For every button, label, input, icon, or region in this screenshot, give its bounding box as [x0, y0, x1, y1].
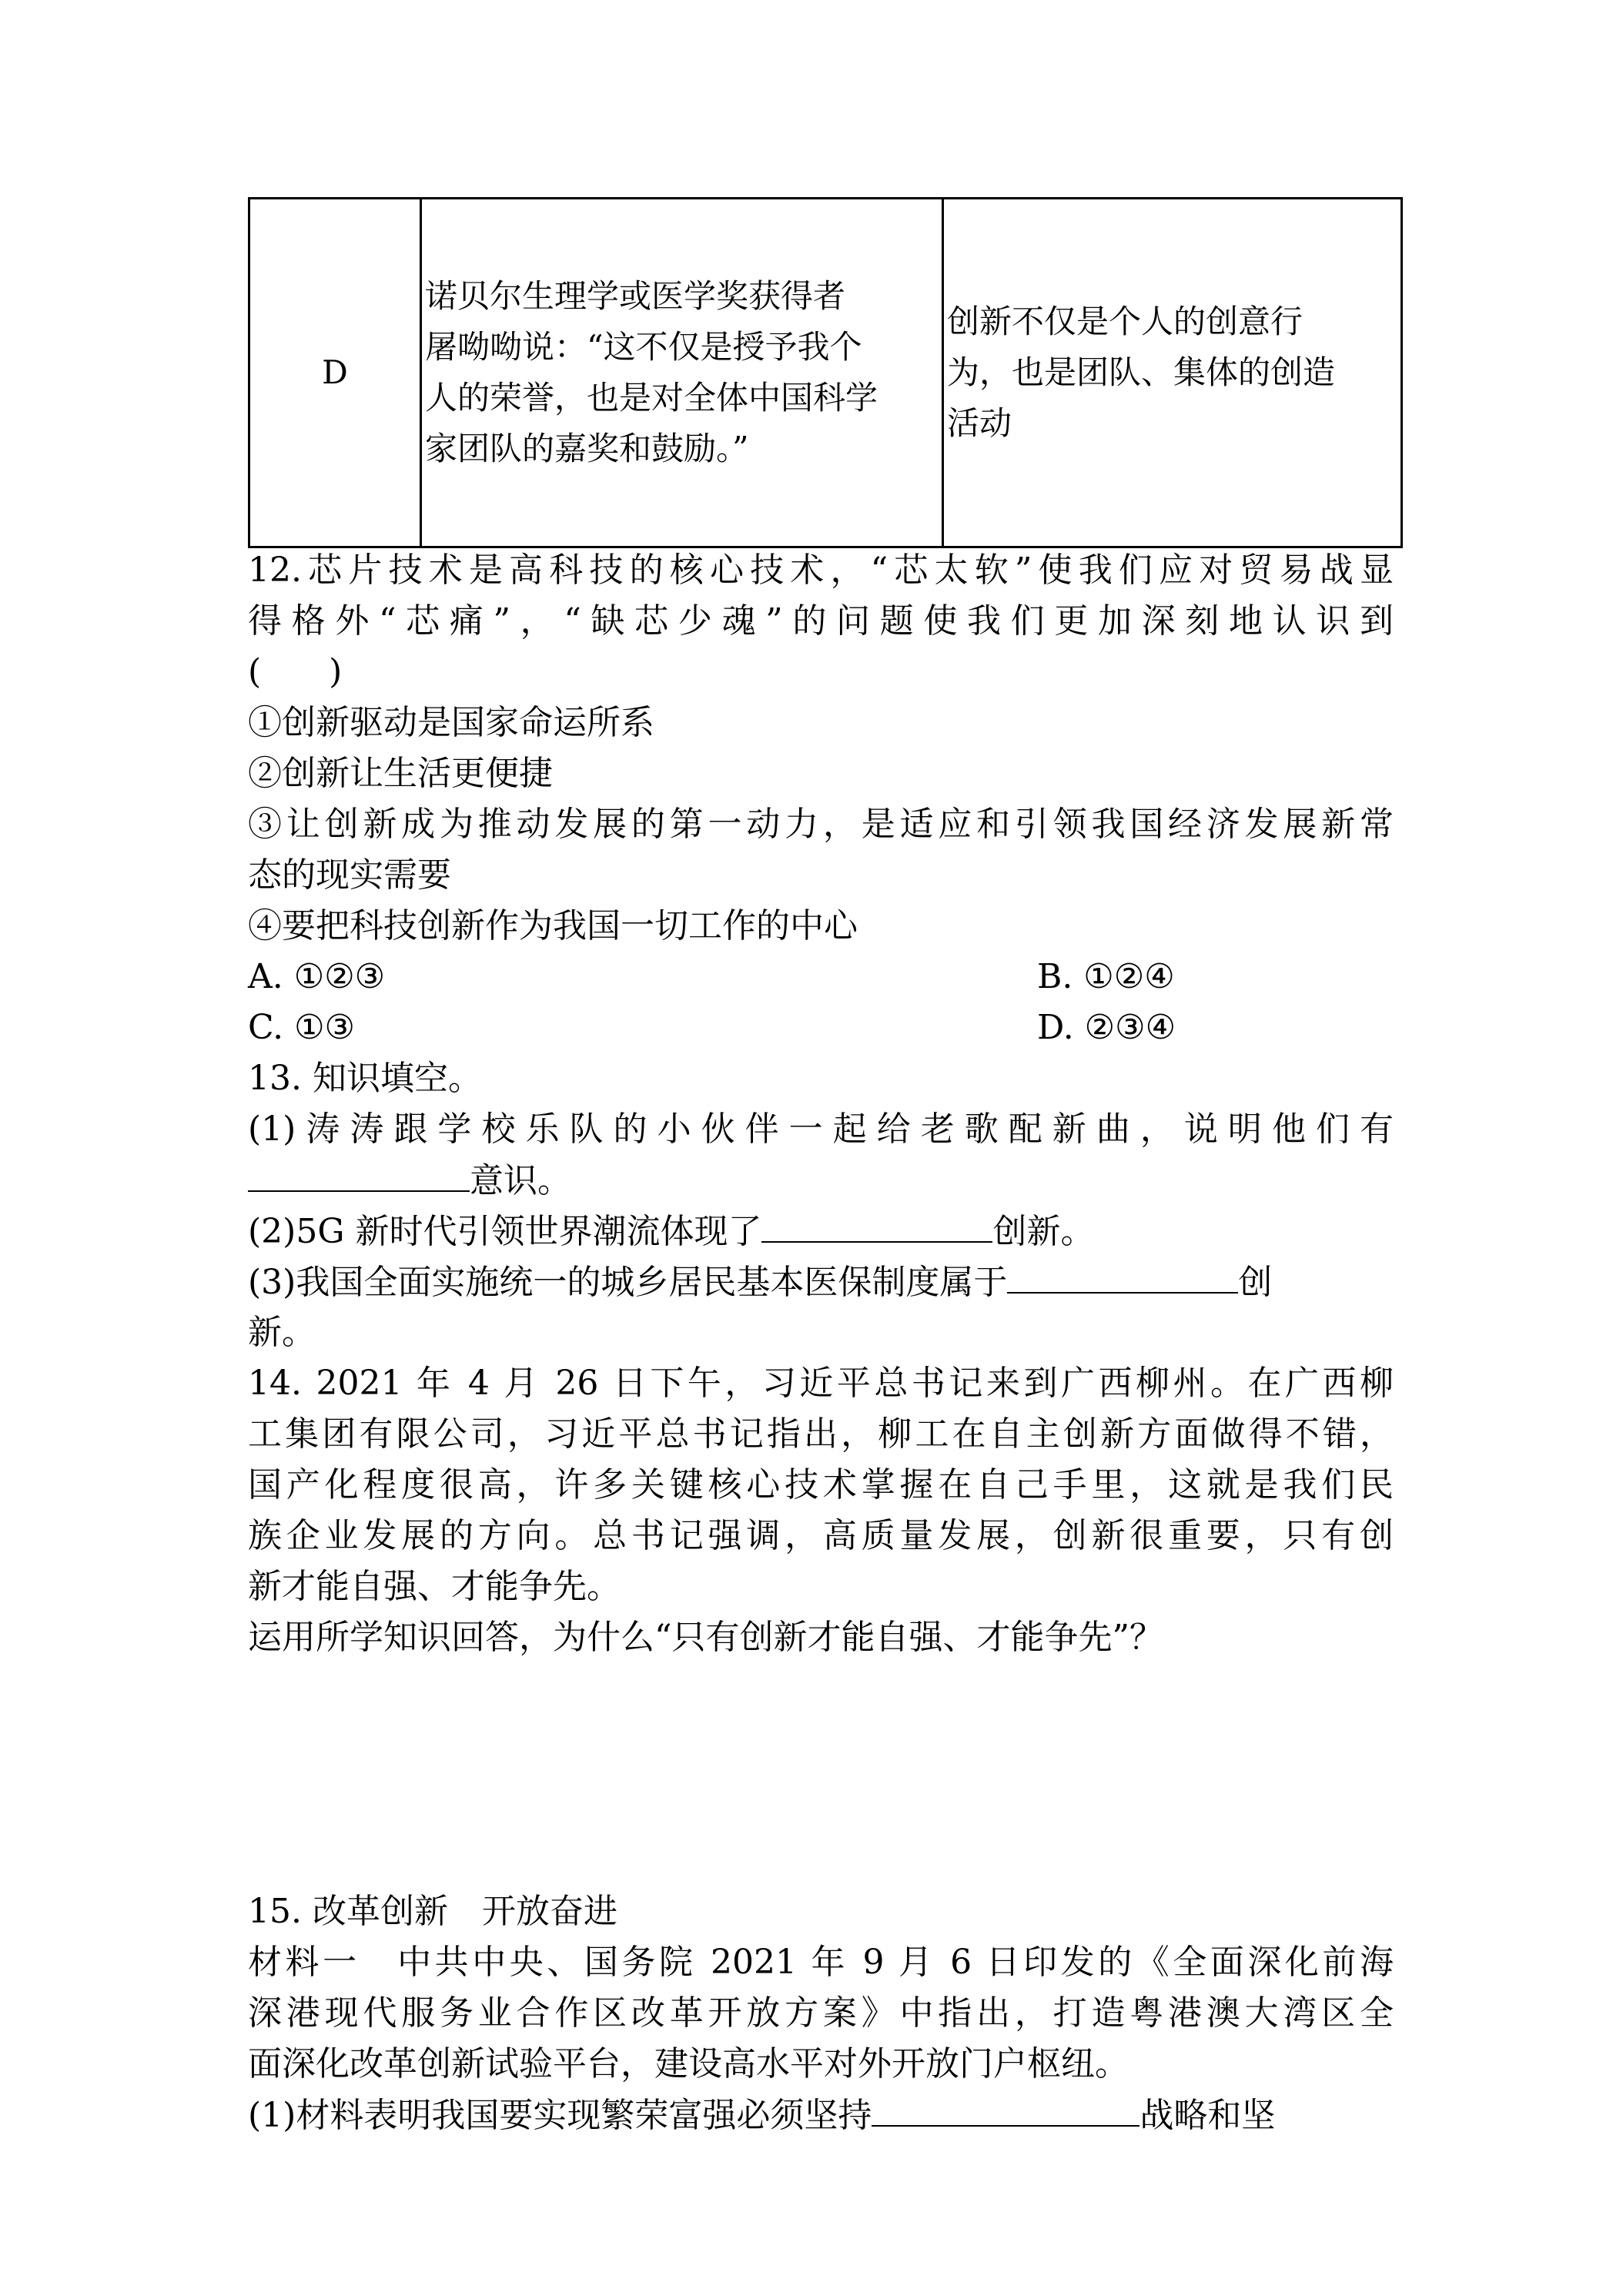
- table-viewpoint-cell: [943, 199, 1402, 547]
- table-option-cell: D: [249, 199, 421, 547]
- q13-part3-prefix: (3)我国全面实施统一的城乡居民基本医保制度属于: [248, 1263, 1008, 1302]
- q15-material-line: 面深化改革创新试验平台，建设高水平对外开放门户枢纽。: [248, 2044, 1129, 2083]
- q15-part1-suffix: 战略和坚: [1139, 2096, 1276, 2135]
- q12-item: ④要把科技创新作为我国一切工作的中心: [248, 906, 858, 946]
- q12-option-d: D. ②③④: [1037, 1008, 1176, 1047]
- table-viewpoint-line: 创新不仅是个人的创意行: [947, 303, 1303, 340]
- answer-blank[interactable]: [761, 1206, 992, 1243]
- options-table: [248, 197, 1403, 548]
- answer-blank[interactable]: [248, 1155, 470, 1192]
- q13-part3-line2: 新。: [248, 1313, 316, 1352]
- q12-answer-bracket: ( ): [248, 652, 343, 691]
- table-material-line: 人的荣誉，也是对全体中国科学: [425, 379, 878, 417]
- q12-item: ③让创新成为推动发展的第一动力，是适应和引领我国经济发展新常: [248, 805, 1394, 844]
- q15-material-line: 材料一 中共中央、国务院 2021 年 9 月 6 日印发的《全面深化前海: [248, 1943, 1394, 1982]
- q12-option-a: A. ①②③: [248, 957, 386, 996]
- q14-question: 运用所学知识回答，为什么“只有创新才能自强、才能争先”？: [248, 1618, 1163, 1657]
- q13-part3-suffix: 创: [1238, 1263, 1273, 1302]
- q13-part2-line: [248, 1206, 1394, 1257]
- q14-line: 族企业发展的方向。总书记强调，高质量发展，创新很重要，只有创: [248, 1516, 1394, 1555]
- q14-line: 新才能自强、才能争先。: [248, 1567, 621, 1606]
- table-material-line: 屠呦呦说：“这不仅是授予我个: [425, 328, 862, 366]
- q13-part2-suffix: 创新。: [992, 1212, 1095, 1251]
- table-material-line: 家团队的嘉奖和鼓励。”: [425, 430, 749, 467]
- q13-title: 13. 知识填空。: [248, 1059, 482, 1098]
- table-material-cell: [421, 199, 943, 547]
- q12-option-b: B. ①②④: [1037, 957, 1175, 996]
- q12-item: ①创新驱动是国家命运所系: [248, 703, 654, 742]
- table-material-line: 诺贝尔生理学或医学奖获得者: [425, 277, 846, 315]
- q15-title: 15. 改革创新 开放奋进: [248, 1892, 617, 1931]
- table-viewpoint-line: 活动: [947, 404, 1012, 442]
- table-viewpoint-line: 为，也是团队、集体的创造: [947, 353, 1336, 391]
- q13-part1-line: (1)涛涛跟学校乐队的小伙伴一起给老歌配新曲，说明他们有: [248, 1110, 1394, 1149]
- q15-part1-prefix: (1)材料表明我国要实现繁荣富强必须坚持: [248, 2096, 872, 2135]
- table-row: [249, 199, 1402, 547]
- q12-stem-line: 12.芯片技术是高科技的核心技术，“芯太软”使我们应对贸易战显: [248, 551, 1394, 590]
- q12-item: 态的现实需要: [248, 855, 451, 895]
- q15-material-line: 深港现代服务业合作区改革开放方案》中指出，打造粤港澳大湾区全: [248, 1993, 1394, 2033]
- q13-part3-line: [248, 1257, 1394, 1308]
- q12-stem-line: 得格外“芯痛”，“缺芯少魂”的问题使我们更加深刻地认识到: [248, 601, 1394, 641]
- q15-part1-line: [248, 2090, 1394, 2141]
- q12-item: ②创新让生活更便捷: [248, 754, 553, 793]
- q14-line: 14. 2021 年 4 月 26 日下午，习近平总书记来到广西柳州。在广西柳: [248, 1364, 1394, 1403]
- q12-option-c: C. ①③: [248, 1008, 355, 1047]
- q14-line: 工集团有限公司，习近平总书记指出，柳工在自主创新方面做得不错，: [248, 1414, 1394, 1454]
- q13-part2-prefix: (2)5G 新时代引领世界潮流体现了: [248, 1212, 762, 1251]
- answer-blank[interactable]: [872, 2090, 1139, 2127]
- q13-part1-line2: [248, 1155, 1394, 1207]
- q13-part1-suffix: 意识。: [470, 1161, 571, 1200]
- answer-blank[interactable]: [1007, 1257, 1238, 1294]
- q14-line: 国产化程度很高，许多关键核心技术掌握在自己手里，这就是我们民: [248, 1465, 1394, 1504]
